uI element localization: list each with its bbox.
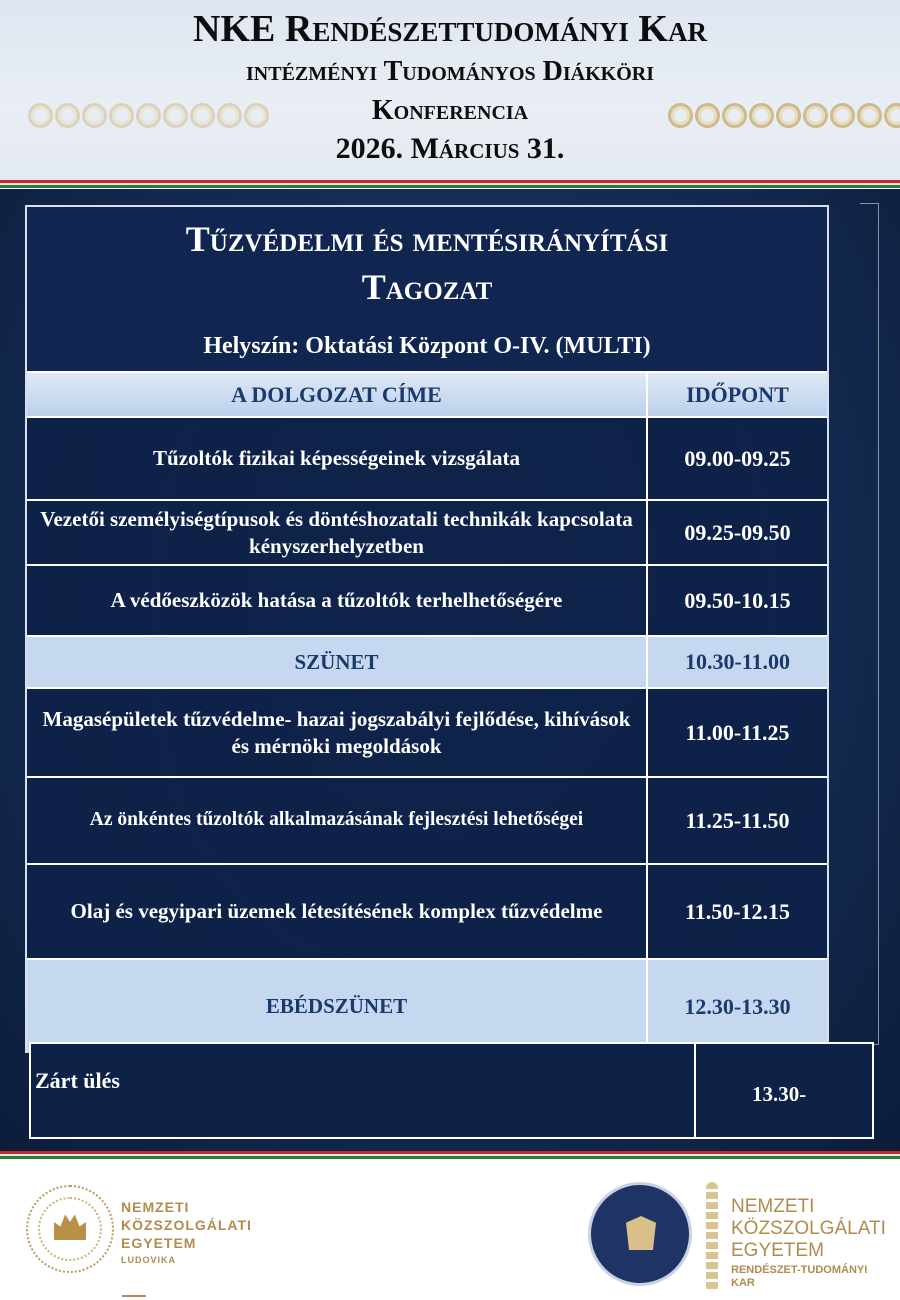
faculty-title: NKE Rendészettudományi Kar	[193, 8, 707, 50]
paper-title: Magasépületek tűzvédelme- hazai jogszabályi fejlődése, kihívások és mérnöki megoldások	[27, 689, 648, 776]
paper-title: Az önkéntes tűzoltók alkalmazásának fejlesztési lehetőségei	[27, 778, 648, 863]
time-slot: 11.25-11.50	[685, 807, 790, 833]
section-title-tagozat: Tagozat	[361, 267, 493, 307]
closed-session-row	[29, 1042, 874, 1139]
section-header	[27, 207, 827, 371]
nke-logo-text	[121, 1198, 271, 1266]
header-divider-stripes	[0, 180, 900, 188]
conference-title-line: intézményi Tudományos Diákköri	[246, 56, 654, 87]
footer-divider-stripes	[0, 1151, 900, 1159]
time-slot: 11.50-12.15	[684, 898, 791, 924]
paper-title: Olaj és vegyipari üzemek létesítésének komplex tűzvédelme	[27, 865, 648, 958]
nke-name: NEMZETI KÖZSZOLGÁLATI EGYETEM	[121, 1199, 252, 1252]
lunch-break-row	[27, 958, 827, 1053]
break-row	[27, 635, 827, 687]
table-row	[27, 499, 827, 564]
closed-session-label: Zárt ülés	[31, 1044, 696, 1137]
paper-title: A védőeszközök hatása a tűzoltók terhelhetőségére	[27, 566, 648, 635]
table-row	[27, 416, 827, 499]
page-header	[0, 0, 900, 180]
time-slot: 12.30-13.30	[684, 993, 791, 1019]
section-title: Tűzvédelmi és mentésirányítási	[185, 219, 669, 259]
footer-dash	[122, 1295, 146, 1297]
closed-session-time: 13.30-	[752, 1082, 807, 1106]
time-slot: 09.00-09.25	[684, 445, 791, 471]
column-header-title: A DOLGOZAT CÍME	[27, 373, 648, 416]
schedule-panel	[25, 205, 829, 1053]
decorative-pearl-strand	[706, 1182, 718, 1292]
rtk-subname: RENDÉSZET-TUDOMÁNYI KAR	[731, 1263, 868, 1289]
shield-icon	[626, 1216, 656, 1250]
time-slot: 10.30-11.00	[684, 649, 791, 674]
rtk-logo-text	[731, 1196, 886, 1290]
table-row	[27, 863, 827, 958]
conference-title-word: Konferencia	[371, 95, 529, 126]
conference-date: 2026. Március 31.	[335, 132, 565, 165]
paper-title: Tűzoltók fizikai képességeinek vizsgálata	[27, 418, 648, 499]
rtk-name: NEMZETI KÖZSZOLGÁLATI EGYETEM	[731, 1196, 886, 1261]
column-header-time: IDŐPONT	[686, 381, 789, 407]
break-label: SZÜNET	[27, 637, 648, 687]
paper-title: Vezetői személyiségtípusok és döntéshozatali technikák kapcsolata kényszerhelyzetben	[27, 501, 648, 564]
venue-text: Helyszín: Oktatási Központ O-IV. (MULTI)	[203, 333, 651, 359]
table-row	[27, 564, 827, 635]
table-row	[27, 776, 827, 863]
table-row	[27, 687, 827, 776]
table-header-row	[27, 371, 827, 416]
page-footer	[0, 1170, 900, 1300]
time-slot: 09.50-10.15	[684, 587, 791, 613]
time-slot: 11.00-11.25	[685, 719, 790, 745]
decorative-frame	[860, 203, 879, 1045]
break-label: EBÉDSZÜNET	[27, 960, 648, 1053]
nke-subname: LUDOVIKA	[121, 1254, 176, 1265]
time-slot: 09.25-09.50	[684, 519, 791, 545]
